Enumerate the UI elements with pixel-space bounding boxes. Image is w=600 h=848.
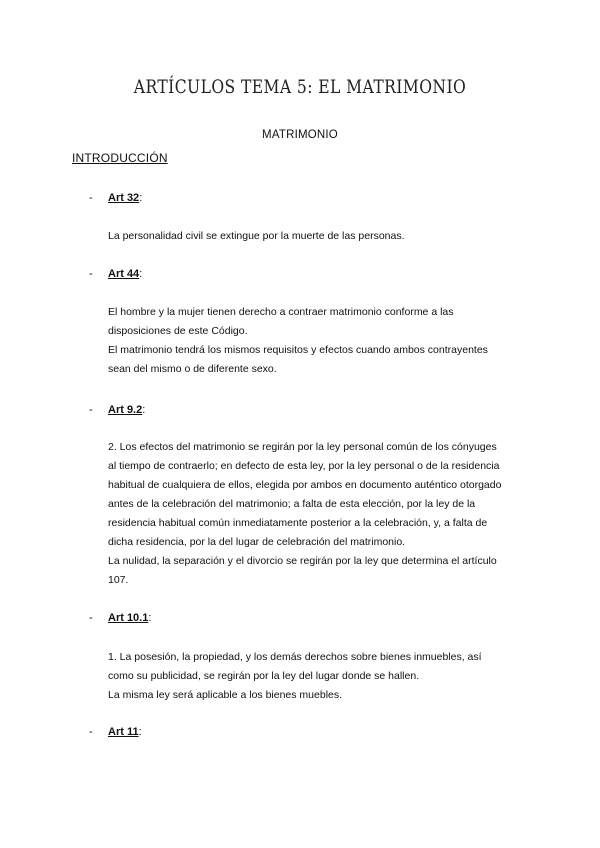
body-line: habitual de cualquiera de ellos, elegida por ambos en documento auténtico otorgado	[108, 479, 502, 491]
article-colon: :	[142, 404, 146, 416]
body-line: El matrimonio tendrá los mismos requisitos y efectos cuando ambos contrayentes	[108, 344, 488, 356]
body-line: dicha residencia, por la del lugar de celebración del matrimonio.	[108, 536, 406, 548]
list-dash: -	[89, 268, 93, 280]
list-dash: -	[89, 192, 93, 204]
article-body-9-2	[108, 438, 548, 590]
body-line: disposiciones de este Código.	[108, 325, 248, 337]
body-line: sean del mismo o de diferente sexo.	[108, 363, 277, 375]
list-dash: -	[89, 726, 93, 738]
article-label: Art 32	[108, 192, 140, 204]
article-heading-11	[89, 726, 142, 738]
article-body-44	[108, 303, 548, 379]
article-label: Art 11	[108, 726, 139, 738]
body-line: 1. La posesión, la propiedad, y los demás derechos sobre bienes inmuebles, así	[108, 651, 482, 663]
article-heading-9-2	[89, 404, 145, 416]
body-line: 2. Los efectos del matrimonio se regirán por la ley personal común de los cónyuges	[108, 441, 497, 453]
body-line: al tiempo de contraerlo; en defecto de esta ley, por la ley personal o de la residencia	[108, 460, 500, 472]
article-heading-44	[89, 268, 142, 280]
article-label: Art 44	[108, 268, 140, 280]
article-heading-32	[89, 192, 142, 204]
article-label: Art 10.1	[108, 612, 149, 624]
article-label: Art 9.2	[108, 404, 143, 416]
body-line: residencia habitual común inmediatamente posterior a la celebración, y, a falta de	[108, 517, 488, 529]
article-body-10-1	[108, 648, 548, 705]
section-title: MATRIMONIO	[262, 129, 338, 141]
body-line: La personalidad civil se extingue por la muerte de las personas.	[108, 230, 405, 242]
article-colon: :	[139, 192, 143, 204]
article-colon: :	[139, 268, 143, 280]
article-body-32	[108, 227, 548, 246]
body-line: como su publicidad, se regirán por la ley del lugar donde se hallen.	[108, 670, 420, 682]
article-heading-10-1	[89, 612, 151, 624]
article-colon: :	[138, 726, 142, 738]
list-dash: -	[89, 404, 93, 416]
list-dash: -	[89, 612, 93, 624]
body-line: El hombre y la mujer tienen derecho a contraer matrimonio conforme a las	[108, 306, 454, 318]
body-line: 107.	[108, 574, 129, 586]
article-colon: :	[148, 612, 152, 624]
body-line: antes de la celebración del matrimonio; a falta de esta elección, por la ley de la	[108, 498, 476, 510]
body-line: La nulidad, la separación y el divorcio se regirán por la ley que determina el artículo	[108, 555, 497, 567]
body-line: La misma ley será aplicable a los bienes muebles.	[108, 689, 343, 701]
document-title: ARTÍCULOS TEMA 5: EL MATRIMONIO	[133, 76, 467, 98]
subsection-title: INTRODUCCIÓN	[72, 151, 168, 165]
